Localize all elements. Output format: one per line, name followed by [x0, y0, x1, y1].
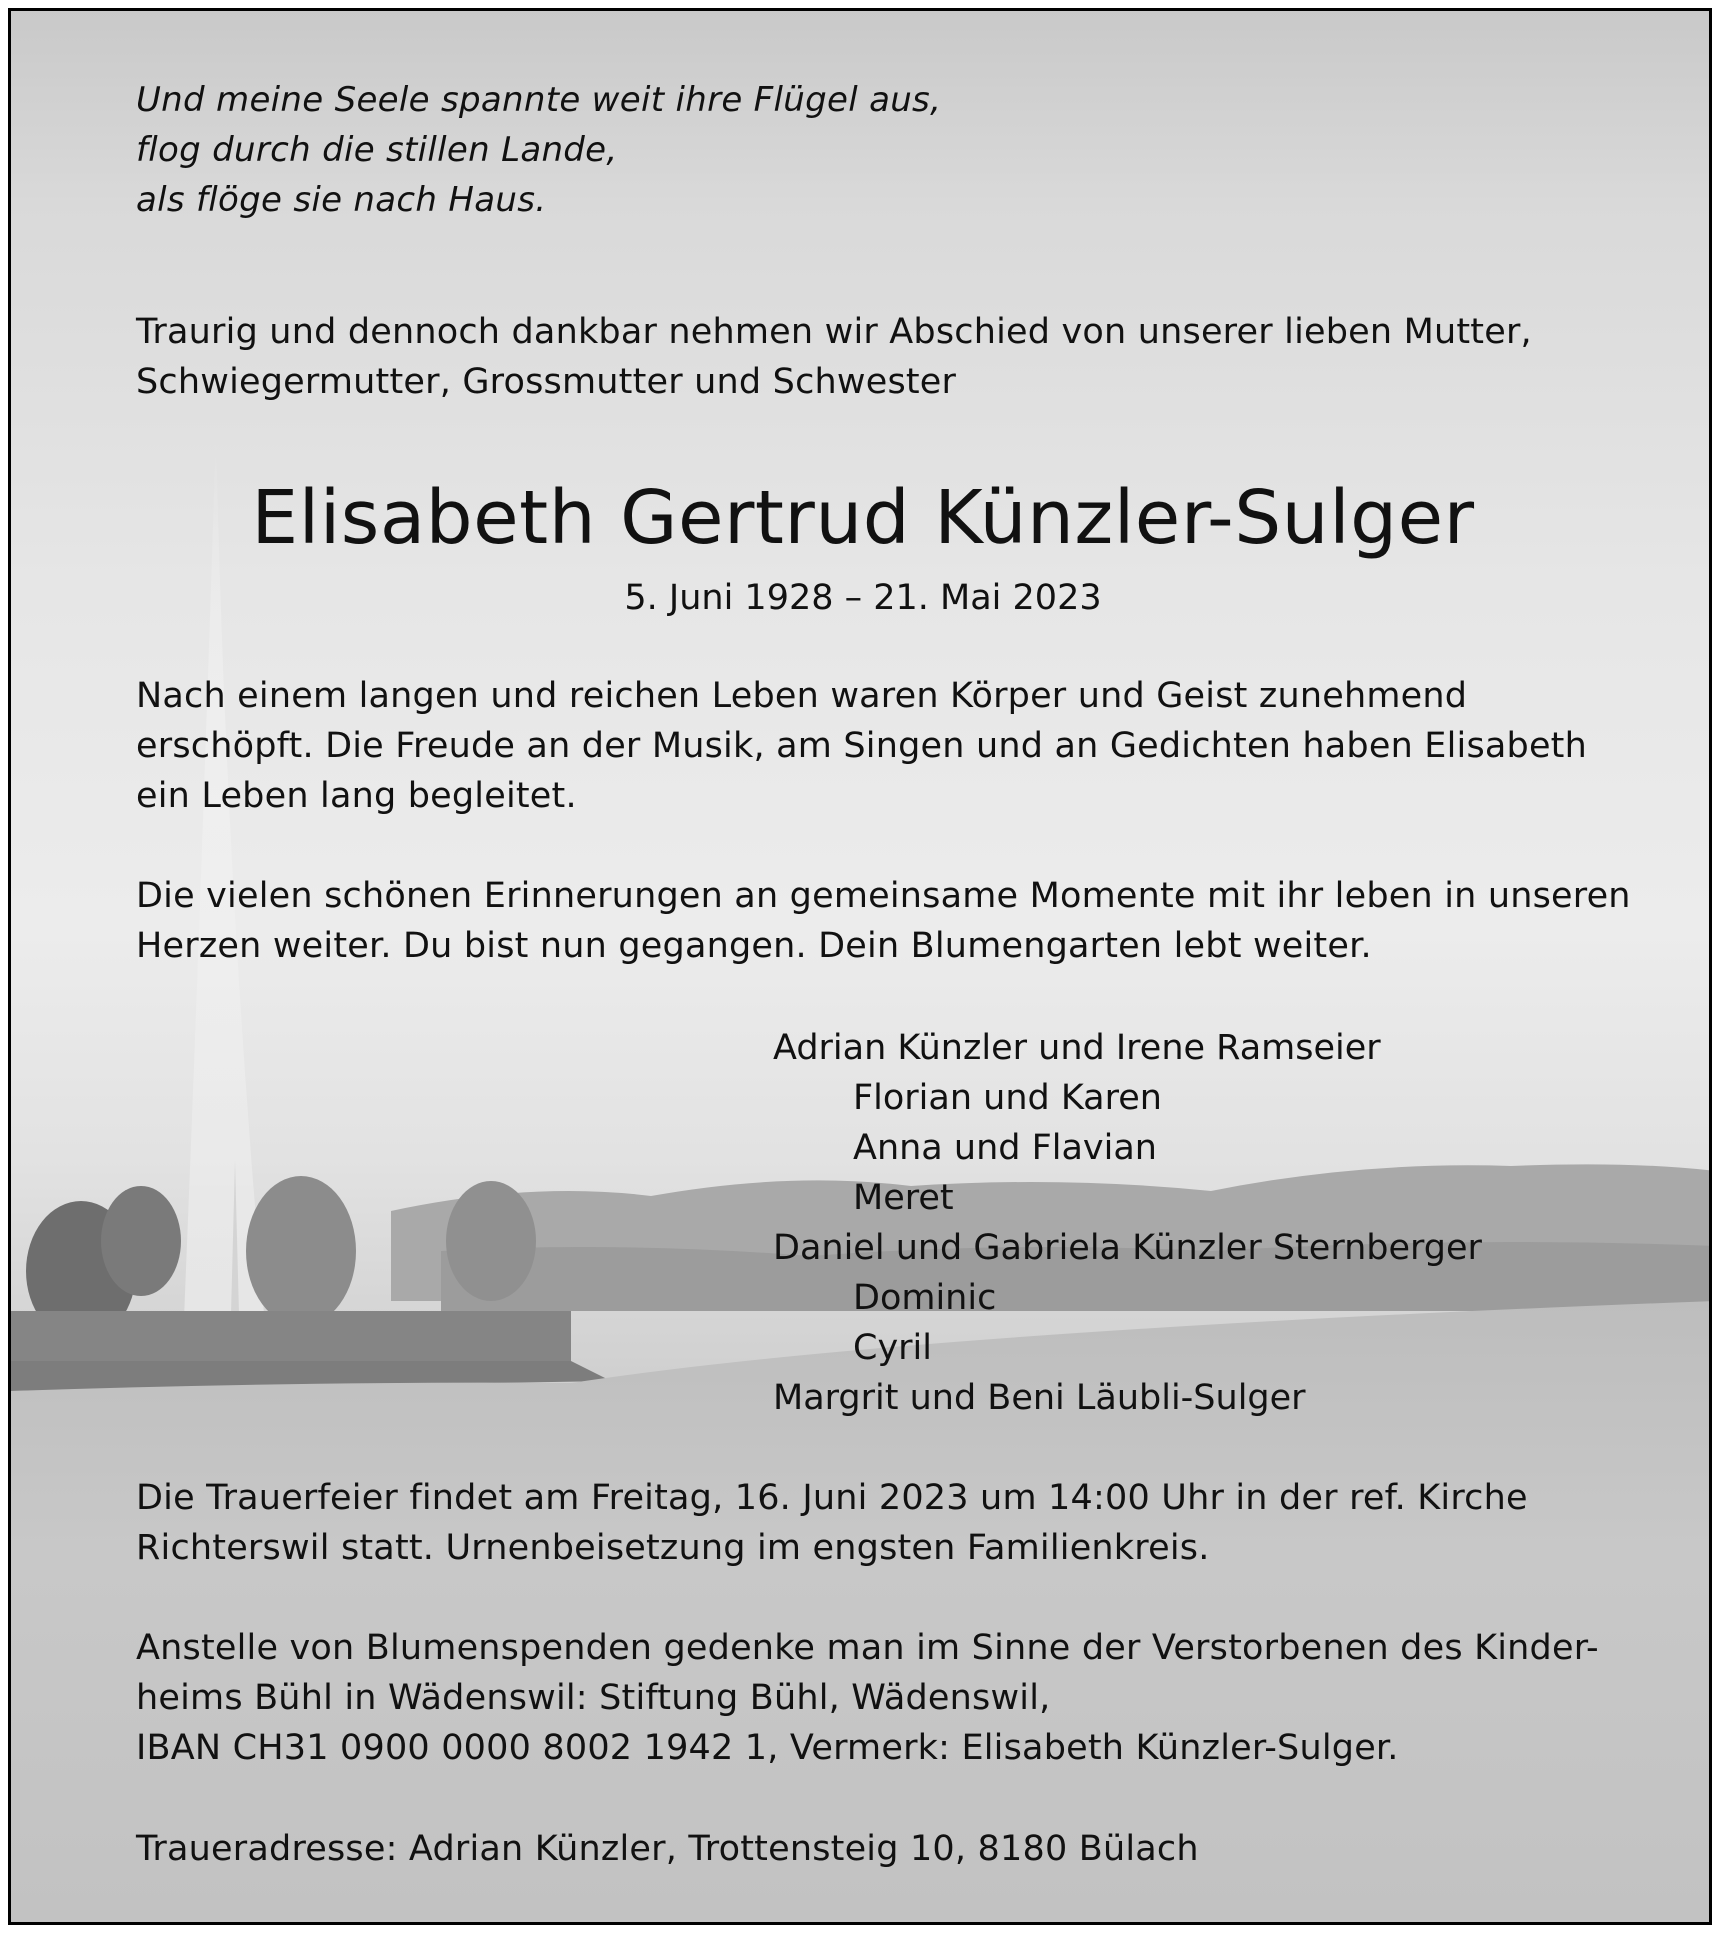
poem-line: flog durch die stillen Lande,: [136, 130, 618, 170]
life-dates: 5. Juni 1928 – 21. Mai 2023: [624, 578, 1102, 618]
funeral-line: Die Trauerfeier findet am Freitag, 16. Juni 2023 um 14:00 Uhr in der ref. Kirche: [136, 1478, 1528, 1518]
mourner: Daniel und Gabriela Künzler Sternberger: [773, 1228, 1482, 1268]
donation-line: Anstelle von Blumenspenden gedenke man im Sinne der Verstorbenen des Kinder-: [136, 1628, 1599, 1668]
intro-paragraph: [136, 307, 1532, 407]
tribute-line: Herzen weiter. Du bist nun gegangen. Dein Blumengarten lebt weiter.: [136, 926, 1372, 966]
mourners-list: [773, 1023, 1482, 1423]
tribute-paragraph-1: [136, 671, 1587, 821]
mourner: Florian und Karen: [853, 1078, 1162, 1118]
tribute-line: Die vielen schönen Erinnerungen an gemeinsame Momente mit ihr leben in unseren: [136, 876, 1631, 916]
poem: [136, 75, 941, 225]
mourner: Meret: [853, 1178, 954, 1218]
tribute-paragraph-2: [136, 871, 1631, 971]
mourner: Margrit und Beni Läubli-Sulger: [773, 1378, 1306, 1418]
mourner: Adrian Künzler und Irene Ramseier: [773, 1028, 1381, 1068]
donation-line: IBAN CH31 0900 0000 8002 1942 1, Vermerk: Elisabeth Künzler-Sulger.: [136, 1728, 1399, 1768]
obituary-frame: [8, 8, 1712, 1925]
tribute-line: Nach einem langen und reichen Leben waren Körper und Geist zunehmend: [136, 676, 1468, 716]
mourner: Anna und Flavian: [853, 1128, 1157, 1168]
tribute-line: erschöpft. Die Freude an der Musik, am Singen und an Gedichten haben Elisabeth: [136, 726, 1587, 766]
mourner: Cyril: [853, 1328, 932, 1368]
funeral-line: Richterswil statt. Urnenbeisetzung im engsten Familienkreis.: [136, 1528, 1210, 1568]
mourner: Dominic: [853, 1278, 997, 1318]
donation-paragraph: [136, 1623, 1599, 1773]
funeral-paragraph: [136, 1473, 1528, 1573]
donation-line: heims Bühl in Wädenswil: Stiftung Bühl, Wädenswil,: [136, 1678, 1051, 1718]
poem-line: Und meine Seele spannte weit ihre Flügel aus,: [136, 80, 942, 120]
deceased-name: Elisabeth Gertrud Künzler-Sulger: [251, 475, 1475, 561]
mourning-address: Traueradresse: Adrian Künzler, Trottensteig 10, 8180 Bülach: [136, 1829, 1199, 1869]
poem-line: als flöge sie nach Haus.: [136, 180, 547, 220]
intro-line: Traurig und dennoch dankbar nehmen wir Abschied von unserer lieben Mutter,: [136, 312, 1532, 352]
intro-line: Schwiegermutter, Grossmutter und Schwester: [136, 362, 957, 402]
tribute-line: ein Leben lang begleitet.: [136, 776, 577, 816]
